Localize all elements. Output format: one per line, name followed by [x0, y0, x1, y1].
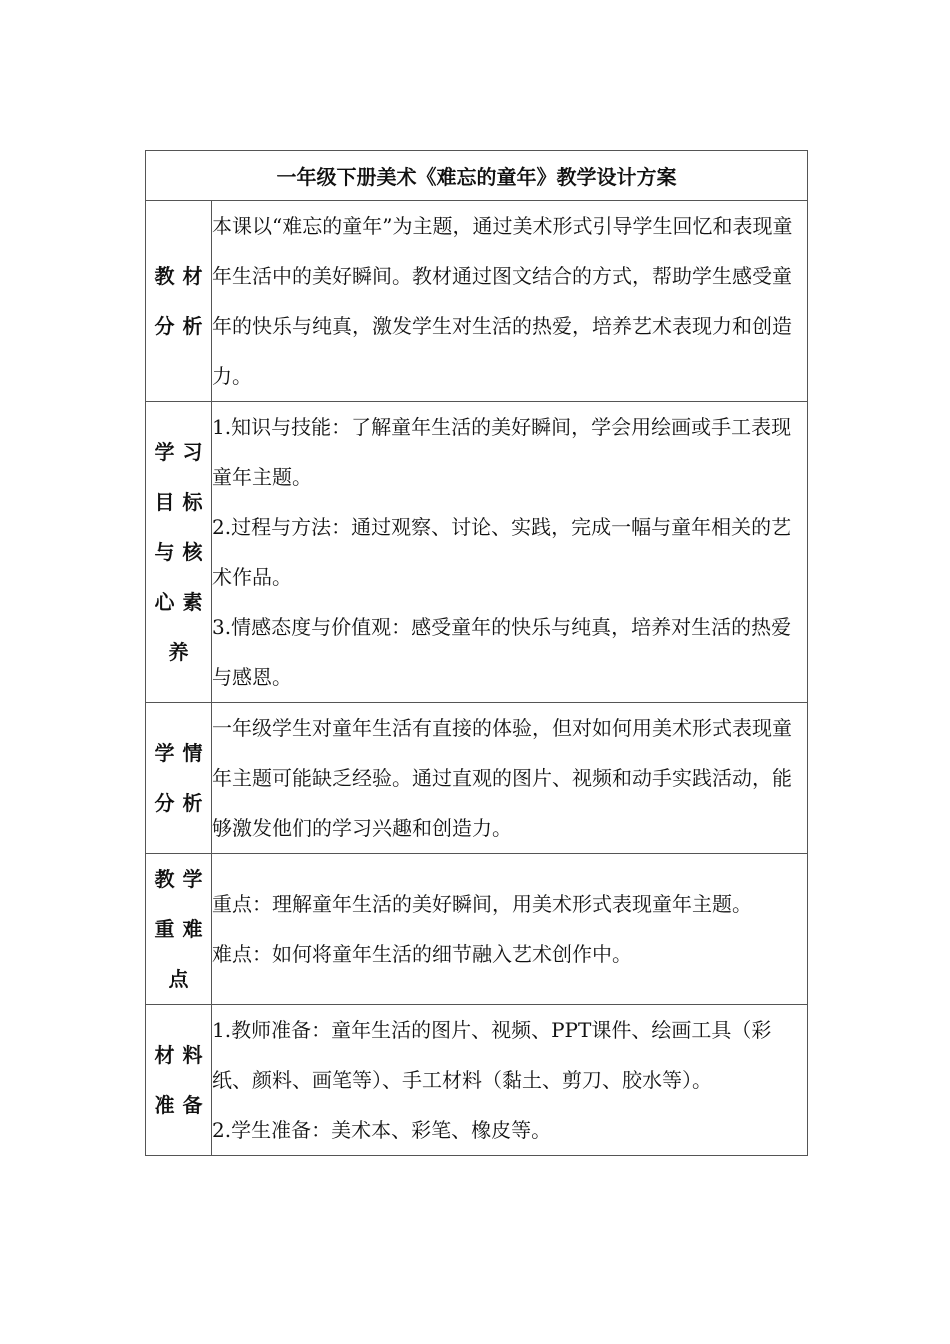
label-line: 教学	[154, 867, 211, 891]
label-line: 学情	[154, 741, 211, 765]
table-row-student-analysis	[146, 703, 808, 854]
table-row-key-points	[146, 854, 808, 1005]
label-line: 与核	[154, 540, 211, 564]
label-line: 材料	[154, 1043, 211, 1067]
label-line: 准备	[154, 1093, 211, 1117]
row-label	[146, 1005, 212, 1156]
title-row	[146, 151, 808, 201]
content-paragraph: 3.情感态度与价值观：感受童年的快乐与纯真，培养对生活的热爱与感恩。	[212, 615, 792, 689]
label-line: 养	[168, 640, 197, 664]
lesson-plan-table	[145, 150, 808, 1156]
row-content	[212, 402, 808, 703]
row-content	[212, 703, 808, 854]
table-row-textbook-analysis	[146, 201, 808, 402]
content-paragraph: 本课以“难忘的童年”为主题，通过美术形式引导学生回忆和表现童年生活中的美好瞬间。教材通过图文结合的方式，帮助学生感受童年的快乐与纯真，激发学生对生活的热爱，培养艺术表现力和创造力。	[212, 214, 793, 388]
content-paragraph: 难点：如何将童年生活的细节融入艺术创作中。	[212, 942, 632, 966]
content-paragraph: 1.知识与技能：了解童年生活的美好瞬间，学会用绘画或手工表现童年主题。	[212, 415, 792, 489]
content-paragraph: 一年级学生对童年生活有直接的体验，但对如何用美术形式表现童年主题可能缺乏经验。通过直观的图片、视频和动手实践活动，能够激发他们的学习兴趣和创造力。	[212, 716, 792, 840]
content-paragraph: 2.过程与方法：通过观察、讨论、实践，完成一幅与童年相关的艺术作品。	[212, 515, 792, 589]
content-paragraph: 2.学生准备：美术本、彩笔、橡皮等。	[212, 1118, 552, 1142]
label-line: 心素	[154, 590, 211, 614]
content-paragraph: 1.教师准备：童年生活的图片、视频、PPT课件、绘画工具（彩纸、颜料、画笔等）、手工材料（黏土、剪刀、胶水等）。	[212, 1018, 772, 1092]
label-line: 重难	[154, 917, 211, 941]
label-line: 目标	[154, 490, 211, 514]
document-title: 一年级下册美术《难忘的童年》教学设计方案	[146, 151, 808, 201]
row-label	[146, 402, 212, 703]
row-label	[146, 703, 212, 854]
row-label	[146, 201, 212, 402]
label-line: 分析	[154, 314, 211, 338]
label-line: 点	[168, 967, 197, 991]
row-label	[146, 854, 212, 1005]
content-paragraph: 重点：理解童年生活的美好瞬间，用美术形式表现童年主题。	[212, 892, 752, 916]
table-row-materials	[146, 1005, 808, 1156]
row-content	[212, 854, 808, 1005]
table-row-learning-objectives	[146, 402, 808, 703]
label-line: 学习	[154, 440, 211, 464]
label-line: 教材	[154, 264, 211, 288]
row-content	[212, 1005, 808, 1156]
row-content	[212, 201, 808, 402]
label-line: 分析	[154, 791, 211, 815]
